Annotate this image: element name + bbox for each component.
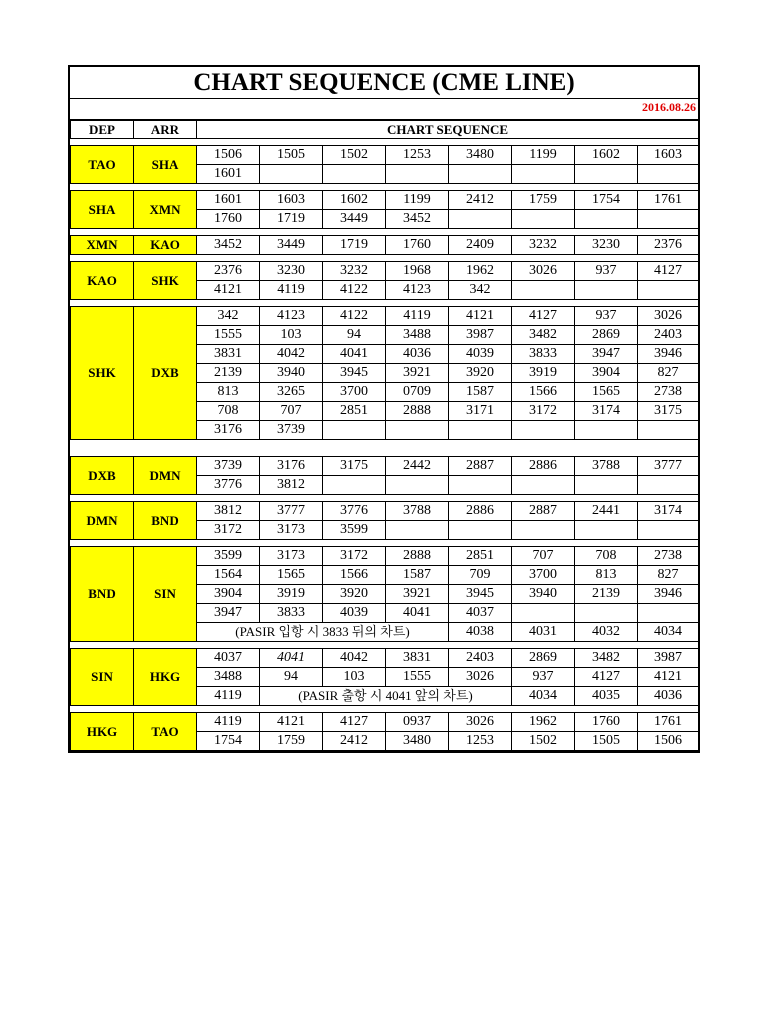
chart-cell: 3945 — [323, 364, 386, 383]
dep-port: SIN — [71, 649, 134, 706]
chart-cell: 3987 — [638, 649, 699, 668]
chart-cell: 1199 — [386, 191, 449, 210]
leg-row — [71, 713, 699, 732]
chart-cell: 3812 — [197, 502, 260, 521]
separator-row — [71, 642, 699, 649]
chart-cell: 3449 — [260, 236, 323, 255]
chart-cell: 3739 — [197, 457, 260, 476]
chart-cell: 1505 — [575, 732, 638, 751]
chart-cell: 2139 — [575, 585, 638, 604]
chart-cell: 1253 — [386, 146, 449, 165]
leg-row — [71, 262, 699, 281]
chart-cell: 4119 — [260, 281, 323, 300]
chart-cell: 3480 — [449, 146, 512, 165]
chart-cell: 937 — [575, 307, 638, 326]
chart-cell: 2412 — [449, 191, 512, 210]
chart-cell: 4041 — [260, 649, 323, 668]
chart-cell: 708 — [197, 402, 260, 421]
arr-port: SHK — [134, 262, 197, 300]
arr-port: HKG — [134, 649, 197, 706]
dep-port: TAO — [71, 146, 134, 184]
chart-cell — [449, 521, 512, 540]
chart-cell: 0937 — [386, 713, 449, 732]
chart-cell: 3488 — [386, 326, 449, 345]
chart-cell: 3940 — [260, 364, 323, 383]
leg-row — [71, 649, 699, 668]
chart-cell — [449, 165, 512, 184]
chart-cell — [575, 421, 638, 440]
chart-cell: 1566 — [323, 566, 386, 585]
chart-cell — [512, 604, 575, 623]
separator-cell — [71, 255, 699, 262]
chart-cell: 1502 — [323, 146, 386, 165]
dep-port: DMN — [71, 502, 134, 540]
chart-cell: 3700 — [323, 383, 386, 402]
chart-cell: 2888 — [386, 547, 449, 566]
chart-cell — [638, 210, 699, 229]
chart-cell — [512, 476, 575, 495]
chart-cell: 813 — [197, 383, 260, 402]
chart-cell: 4036 — [638, 687, 699, 706]
chart-cell: 1565 — [260, 566, 323, 585]
chart-cell — [512, 210, 575, 229]
leg-row — [71, 547, 699, 566]
chart-cell: 2139 — [197, 364, 260, 383]
chart-cell — [638, 281, 699, 300]
separator-row — [71, 184, 699, 191]
chart-cell: 3987 — [449, 326, 512, 345]
dep-port: DXB — [71, 457, 134, 495]
chart-cell: 3174 — [575, 402, 638, 421]
chart-cell: 4121 — [197, 281, 260, 300]
chart-cell: 2886 — [512, 457, 575, 476]
chart-cell: 827 — [638, 364, 699, 383]
chart-cell: 3482 — [575, 649, 638, 668]
chart-cell: 2887 — [512, 502, 575, 521]
chart-cell: 4122 — [323, 281, 386, 300]
chart-cell: 4127 — [323, 713, 386, 732]
dep-port: XMN — [71, 236, 134, 255]
chart-cell: 1505 — [260, 146, 323, 165]
chart-cell: 2441 — [575, 502, 638, 521]
chart-cell: 3776 — [323, 502, 386, 521]
chart-cell: 2738 — [638, 383, 699, 402]
chart-cell: 4121 — [449, 307, 512, 326]
chart-cell: 3920 — [323, 585, 386, 604]
chart-cell: 342 — [449, 281, 512, 300]
chart-cell: 4127 — [638, 262, 699, 281]
chart-cell — [323, 476, 386, 495]
chart-cell: 1555 — [197, 326, 260, 345]
chart-cell: 1754 — [197, 732, 260, 751]
page-title: CHART SEQUENCE (CME LINE) — [70, 67, 698, 99]
chart-cell: 1587 — [386, 566, 449, 585]
chart-cell: 3599 — [323, 521, 386, 540]
chart-cell: 3232 — [323, 262, 386, 281]
arr-port: SHA — [134, 146, 197, 184]
chart-cell — [512, 281, 575, 300]
chart-cell: 3172 — [197, 521, 260, 540]
chart-cell: 103 — [323, 668, 386, 687]
leg-row — [71, 307, 699, 326]
chart-cell — [575, 281, 638, 300]
chart-cell: 2851 — [323, 402, 386, 421]
chart-cell: 1761 — [638, 713, 699, 732]
chart-cell: 1506 — [638, 732, 699, 751]
dep-port: HKG — [71, 713, 134, 751]
chart-cell: 3788 — [386, 502, 449, 521]
chart-cell: 4042 — [260, 345, 323, 364]
chart-cell: 708 — [575, 547, 638, 566]
chart-cell: 3230 — [260, 262, 323, 281]
document-date: 2016.08.26 — [642, 100, 696, 114]
chart-cell: 2738 — [638, 547, 699, 566]
separator-row — [71, 540, 699, 547]
chart-cell: 1760 — [386, 236, 449, 255]
chart-cell — [449, 476, 512, 495]
dep-port: SHK — [71, 307, 134, 440]
chart-cell: 2376 — [197, 262, 260, 281]
chart-cell: 4119 — [197, 687, 260, 706]
chart-cell: 3831 — [197, 345, 260, 364]
chart-cell: 3947 — [197, 604, 260, 623]
separator-row — [71, 139, 699, 146]
chart-cell: 3831 — [386, 649, 449, 668]
chart-cell: 4031 — [512, 623, 575, 642]
chart-cell: 2869 — [512, 649, 575, 668]
chart-cell: 1253 — [449, 732, 512, 751]
chart-cell: 4041 — [386, 604, 449, 623]
chart-cell: 3777 — [638, 457, 699, 476]
chart-cell: 3945 — [449, 585, 512, 604]
separator-cell — [71, 440, 699, 457]
chart-cell: 1962 — [449, 262, 512, 281]
chart-cell: 3788 — [575, 457, 638, 476]
chart-cell: 3265 — [260, 383, 323, 402]
chart-cell — [638, 521, 699, 540]
chart-cell: 3175 — [323, 457, 386, 476]
chart-cell: 94 — [260, 668, 323, 687]
chart-cell: 3488 — [197, 668, 260, 687]
chart-cell: 3919 — [512, 364, 575, 383]
chart-cell: 1968 — [386, 262, 449, 281]
chart-cell: 3946 — [638, 345, 699, 364]
separator-row — [71, 229, 699, 236]
chart-cell: 3026 — [638, 307, 699, 326]
chart-cell: 4039 — [449, 345, 512, 364]
separator-row — [71, 706, 699, 713]
sequence-table — [70, 120, 699, 751]
chart-cell — [638, 421, 699, 440]
chart-cell: 4035 — [575, 687, 638, 706]
chart-cell: 3026 — [512, 262, 575, 281]
chart-cell: 1566 — [512, 383, 575, 402]
chart-cell: 1506 — [197, 146, 260, 165]
chart-cell: 1719 — [323, 236, 386, 255]
separator-cell — [71, 300, 699, 307]
chart-cell: 3599 — [197, 547, 260, 566]
chart-cell: 2412 — [323, 732, 386, 751]
chart-cell: 3173 — [260, 521, 323, 540]
chart-cell: 2887 — [449, 457, 512, 476]
chart-cell: 4119 — [386, 307, 449, 326]
chart-cell — [638, 604, 699, 623]
chart-cell — [575, 210, 638, 229]
chart-cell: 1761 — [638, 191, 699, 210]
chart-cell: 0709 — [386, 383, 449, 402]
arr-header: ARR — [134, 121, 197, 139]
chart-cell: 3482 — [512, 326, 575, 345]
chart-cell: 4121 — [260, 713, 323, 732]
chart-cell: 3175 — [638, 402, 699, 421]
chart-cell: 3176 — [197, 421, 260, 440]
chart-cell — [323, 421, 386, 440]
chart-cell: 3026 — [449, 668, 512, 687]
chart-cell: 94 — [323, 326, 386, 345]
chart-cell: 2869 — [575, 326, 638, 345]
separator-cell — [71, 229, 699, 236]
chart-cell: 3172 — [512, 402, 575, 421]
chart-cell: 3921 — [386, 585, 449, 604]
chart-cell: 3171 — [449, 402, 512, 421]
chart-cell: 707 — [512, 547, 575, 566]
chart-cell: 709 — [449, 566, 512, 585]
chart-cell: 1759 — [512, 191, 575, 210]
chart-cell: 1602 — [575, 146, 638, 165]
chart-cell — [638, 165, 699, 184]
chart-cell — [638, 476, 699, 495]
chart-cell — [512, 421, 575, 440]
arr-port: BND — [134, 502, 197, 540]
chart-cell: 4034 — [512, 687, 575, 706]
chart-cell — [449, 210, 512, 229]
separator-cell — [71, 139, 699, 146]
sequence-header: CHART SEQUENCE — [197, 121, 699, 139]
separator-cell — [71, 540, 699, 547]
chart-cell: 707 — [260, 402, 323, 421]
chart-cell: 1565 — [575, 383, 638, 402]
chart-cell: 3026 — [449, 713, 512, 732]
chart-cell: 2888 — [386, 402, 449, 421]
chart-cell: 4123 — [386, 281, 449, 300]
chart-cell: 1754 — [575, 191, 638, 210]
separator-row — [71, 440, 699, 457]
chart-cell — [386, 421, 449, 440]
date-row — [70, 99, 698, 120]
chart-cell: 3480 — [386, 732, 449, 751]
separator-row — [71, 495, 699, 502]
chart-cell: 3940 — [512, 585, 575, 604]
arr-port: KAO — [134, 236, 197, 255]
chart-cell: 2886 — [449, 502, 512, 521]
pasir-note: (PASIR 출항 시 4041 앞의 차트) — [260, 687, 512, 706]
chart-sequence-sheet — [68, 65, 700, 753]
chart-cell — [575, 521, 638, 540]
chart-cell: 4042 — [323, 649, 386, 668]
chart-cell: 4122 — [323, 307, 386, 326]
chart-cell — [260, 165, 323, 184]
leg-row — [71, 457, 699, 476]
chart-cell: 813 — [575, 566, 638, 585]
separator-cell — [71, 706, 699, 713]
chart-cell: 4036 — [386, 345, 449, 364]
separator-cell — [71, 642, 699, 649]
chart-cell: 2403 — [449, 649, 512, 668]
chart-cell: 1603 — [260, 191, 323, 210]
leg-row — [71, 191, 699, 210]
chart-cell: 3776 — [197, 476, 260, 495]
dep-header: DEP — [71, 121, 134, 139]
chart-cell: 1199 — [512, 146, 575, 165]
header-row — [71, 121, 699, 139]
chart-cell: 1759 — [260, 732, 323, 751]
chart-cell: 3920 — [449, 364, 512, 383]
chart-cell: 3833 — [260, 604, 323, 623]
chart-cell: 3232 — [512, 236, 575, 255]
pasir-note: (PASIR 입항 시 3833 뒤의 차트) — [197, 623, 449, 642]
chart-cell: 4034 — [638, 623, 699, 642]
chart-cell: 3904 — [575, 364, 638, 383]
chart-cell: 3833 — [512, 345, 575, 364]
chart-cell: 4123 — [260, 307, 323, 326]
chart-cell — [575, 604, 638, 623]
chart-cell — [323, 165, 386, 184]
chart-cell: 3777 — [260, 502, 323, 521]
chart-cell: 3174 — [638, 502, 699, 521]
chart-cell: 1760 — [575, 713, 638, 732]
chart-cell — [386, 165, 449, 184]
chart-cell: 2442 — [386, 457, 449, 476]
chart-cell: 4039 — [323, 604, 386, 623]
chart-cell: 4037 — [449, 604, 512, 623]
chart-cell: 103 — [260, 326, 323, 345]
chart-cell — [386, 521, 449, 540]
arr-port: DXB — [134, 307, 197, 440]
chart-cell: 3921 — [386, 364, 449, 383]
chart-cell: 3904 — [197, 585, 260, 604]
chart-cell: 4121 — [638, 668, 699, 687]
separator-row — [71, 255, 699, 262]
chart-cell: 1601 — [197, 165, 260, 184]
chart-cell: 4119 — [197, 713, 260, 732]
separator-cell — [71, 495, 699, 502]
chart-cell — [512, 165, 575, 184]
chart-cell: 1602 — [323, 191, 386, 210]
chart-cell: 3176 — [260, 457, 323, 476]
chart-cell — [386, 476, 449, 495]
chart-cell: 4127 — [575, 668, 638, 687]
chart-cell: 3739 — [260, 421, 323, 440]
chart-cell: 2403 — [638, 326, 699, 345]
chart-cell: 1555 — [386, 668, 449, 687]
leg-row — [71, 146, 699, 165]
chart-cell: 1502 — [512, 732, 575, 751]
separator-row — [71, 300, 699, 307]
chart-cell: 1587 — [449, 383, 512, 402]
chart-cell: 4037 — [197, 649, 260, 668]
chart-cell: 3919 — [260, 585, 323, 604]
chart-cell: 827 — [638, 566, 699, 585]
leg-row — [71, 236, 699, 255]
dep-port: BND — [71, 547, 134, 642]
chart-cell — [575, 165, 638, 184]
chart-cell: 4032 — [575, 623, 638, 642]
chart-cell: 4127 — [512, 307, 575, 326]
chart-cell: 937 — [512, 668, 575, 687]
chart-cell: 1601 — [197, 191, 260, 210]
chart-cell: 3812 — [260, 476, 323, 495]
arr-port: XMN — [134, 191, 197, 229]
arr-port: TAO — [134, 713, 197, 751]
chart-cell: 3947 — [575, 345, 638, 364]
chart-cell: 1564 — [197, 566, 260, 585]
chart-cell: 3230 — [575, 236, 638, 255]
dep-port: SHA — [71, 191, 134, 229]
chart-cell: 1962 — [512, 713, 575, 732]
chart-cell: 342 — [197, 307, 260, 326]
chart-cell: 3700 — [512, 566, 575, 585]
arr-port: SIN — [134, 547, 197, 642]
arr-port: DMN — [134, 457, 197, 495]
chart-cell — [512, 521, 575, 540]
chart-cell — [449, 421, 512, 440]
chart-cell: 4041 — [323, 345, 386, 364]
chart-cell: 3452 — [197, 236, 260, 255]
leg-row — [71, 502, 699, 521]
chart-cell: 1719 — [260, 210, 323, 229]
chart-cell: 1760 — [197, 210, 260, 229]
chart-cell: 937 — [575, 262, 638, 281]
separator-cell — [71, 184, 699, 191]
chart-cell: 3449 — [323, 210, 386, 229]
chart-cell: 2376 — [638, 236, 699, 255]
chart-cell: 2409 — [449, 236, 512, 255]
chart-cell: 2851 — [449, 547, 512, 566]
chart-cell: 4038 — [449, 623, 512, 642]
chart-cell: 1603 — [638, 146, 699, 165]
chart-cell: 3172 — [323, 547, 386, 566]
chart-cell: 3452 — [386, 210, 449, 229]
chart-cell: 3946 — [638, 585, 699, 604]
chart-cell — [575, 476, 638, 495]
dep-port: KAO — [71, 262, 134, 300]
chart-cell: 3173 — [260, 547, 323, 566]
